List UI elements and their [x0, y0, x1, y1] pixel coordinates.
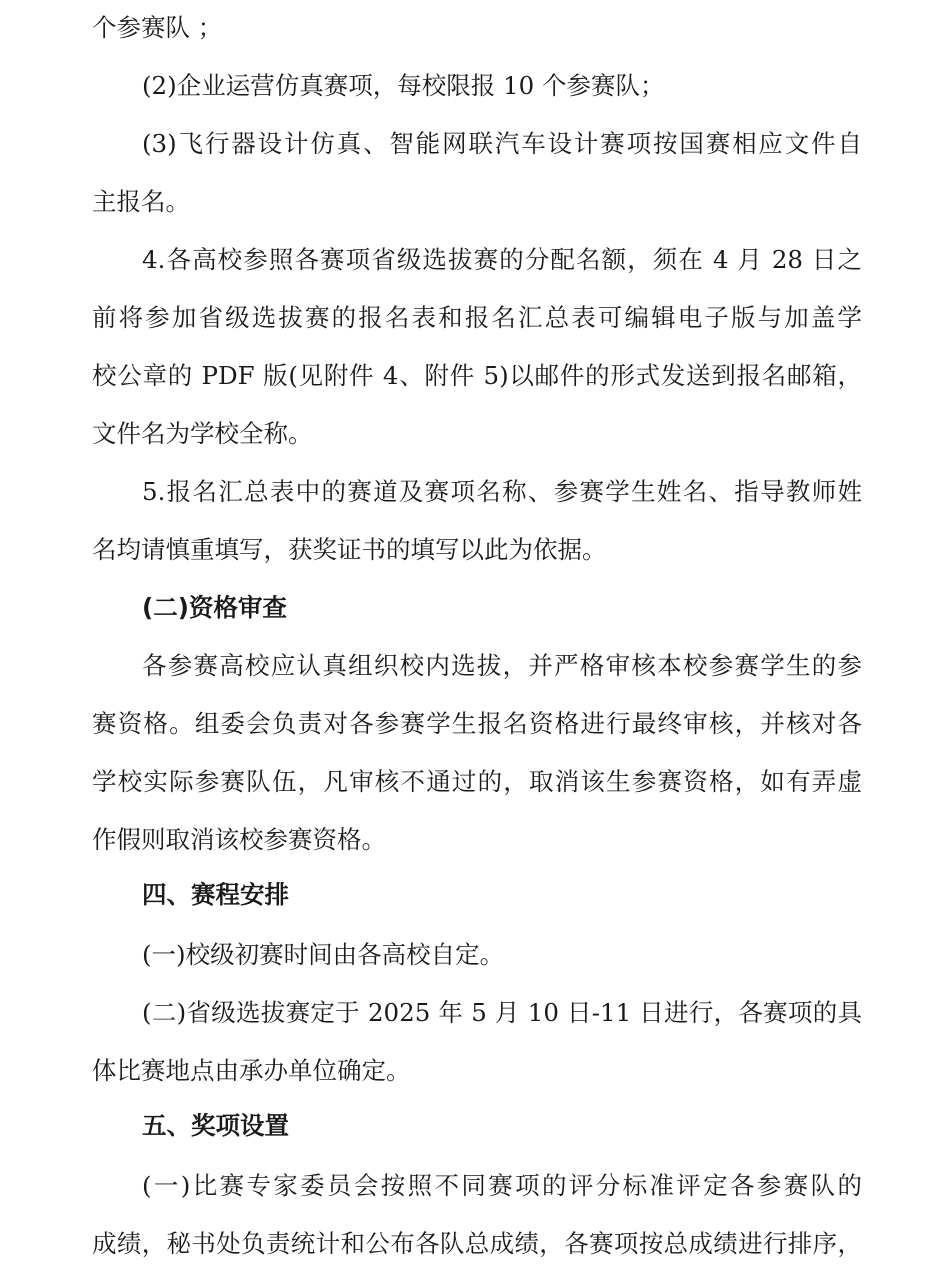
text-line: 成绩，秘书处负责统计和公布各队总成绩，各赛项按总成绩进行排序， [92, 1229, 862, 1258]
text-line: 学校实际参赛队伍，凡审核不通过的，取消该生参赛资格，如有弄虚 [92, 767, 862, 796]
section-heading: 四、赛程安排 [142, 880, 289, 909]
text-line: (一)校级初赛时间由各高校自定。 [142, 940, 505, 969]
text-line: 4.各高校参照各赛项省级选拔赛的分配名额，须在 4 月 28 日之 [142, 245, 862, 274]
text-line: 文件名为学校全称。 [92, 419, 313, 448]
text-line: 校公章的 PDF 版(见附件 4、附件 5)以邮件的形式发送到报名邮箱， [92, 361, 862, 390]
text-line: 主报名。 [92, 187, 190, 216]
text-line: (二)省级选拔赛定于 2025 年 5 月 10 日-11 日进行，各赛项的具 [142, 998, 862, 1027]
text-line: 5.报名汇总表中的赛道及赛项名称、参赛学生姓名、指导教师姓 [142, 477, 862, 506]
text-line: (一)比赛专家委员会按照不同赛项的评分标准评定各参赛队的 [142, 1171, 862, 1200]
text-line: 名均请慎重填写，获奖证书的填写以此为依据。 [92, 535, 607, 564]
text-line: (3)飞行器设计仿真、智能网联汽车设计赛项按国赛相应文件自 [142, 129, 862, 158]
text-line: 个参赛队 ； [92, 13, 223, 42]
text-line: 赛资格。组委会负责对各参赛学生报名资格进行最终审核，并核对各 [92, 709, 862, 738]
text-line: 前将参加省级选拔赛的报名表和报名汇总表可编辑电子版与加盖学 [92, 303, 862, 332]
text-line: 体比赛地点由承办单位确定。 [92, 1056, 411, 1085]
section-heading: 五、奖项设置 [142, 1111, 289, 1140]
text-line: 作假则取消该校参赛资格。 [92, 825, 386, 854]
text-line: (2)企业运营仿真赛项，每校限报 10 个参赛队； [142, 71, 665, 100]
section-subheading: (二)资格审查 [142, 593, 287, 622]
text-line: 各参赛高校应认真组织校内选拔，并严格审核本校参赛学生的参 [142, 651, 862, 680]
